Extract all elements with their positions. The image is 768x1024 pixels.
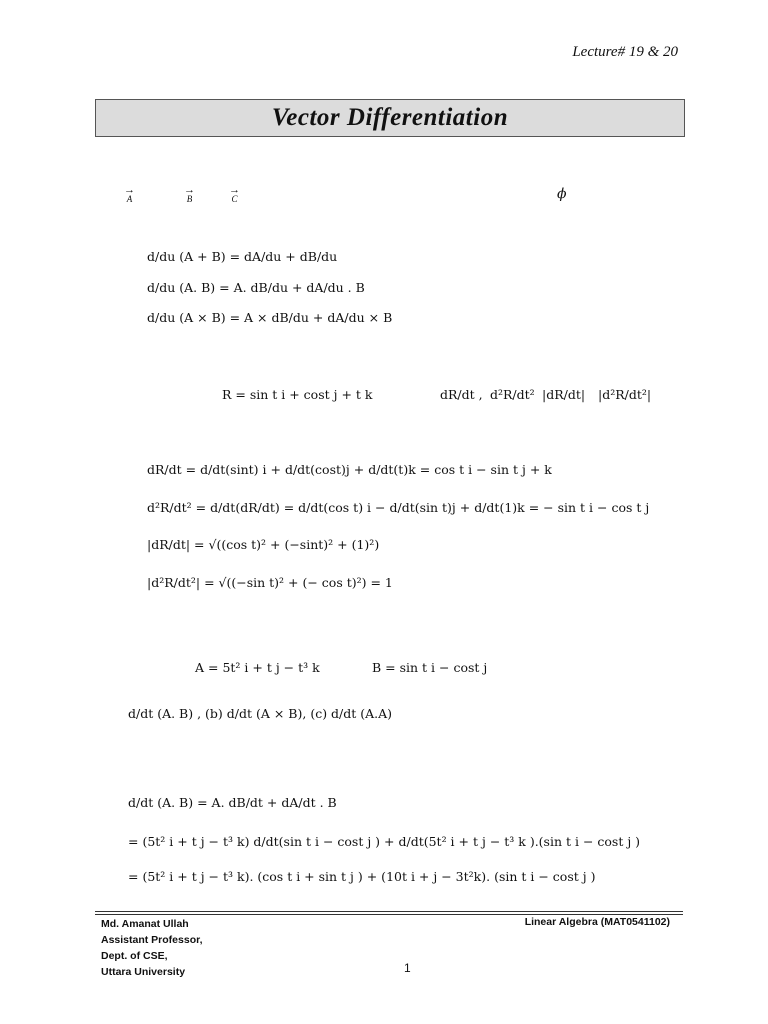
example2-given-b: B = sin t i − cost j	[372, 660, 488, 675]
rule-dot: d/du (A. B) = A. dB/du + dA/du . B	[147, 280, 365, 295]
example1-step-4: |d²R/dt²| = √((−sin t)² + (− cos t)²) = 1	[147, 575, 393, 590]
course-label: Linear Algebra (MAT0541102)	[524, 916, 670, 928]
title-box	[95, 99, 685, 137]
example2-step-2: = (5t² i + t j − t³ k) d/dt(sin t i − cost j ) + d/dt(5t² i + t j − t³ k ).(sin t i − cost j )	[128, 834, 641, 849]
footer-divider-top	[95, 911, 683, 912]
example1-given: R = sin t i + cost j + t k	[222, 387, 373, 402]
page-number: 1	[404, 961, 411, 975]
vector-a-symbol: → A	[124, 184, 135, 204]
lecture-label: Lecture# 19 & 20	[572, 44, 678, 60]
phi-symbol: ϕ	[557, 186, 567, 202]
rule-cross: d/du (A × B) = A × dB/du + dA/du × B	[147, 310, 393, 325]
author-position: Assistant Professor,	[101, 934, 203, 946]
author-university: Uttara University	[101, 966, 186, 978]
example1-step-2: d²R/dt² = d/dt(dR/dt) = d/dt(cos t) i − d/dt(sin t)j + d/dt(1)k = − sin t i − cos t j	[147, 500, 650, 515]
example1-ask-first: dR/dt ,	[440, 387, 483, 402]
example1-ask-second: d²R/dt²	[490, 387, 535, 402]
vector-b-symbol: → B	[184, 184, 195, 204]
example1-ask-mag-second: |d²R/dt²|	[598, 387, 652, 402]
footer-divider-bottom	[95, 914, 683, 915]
example1-ask-mag-first: |dR/dt|	[542, 387, 586, 402]
page-title: Vector Differentiation	[271, 104, 509, 131]
example2-step-3: = (5t² i + t j − t³ k). (cos t i + sin t j ) + (10t i + j − 3t²k). (sin t i − cost j )	[128, 869, 596, 884]
example2-given-a: A = 5t² i + t j − t³ k	[195, 660, 320, 675]
author-name: Md. Amanat Ullah	[101, 918, 189, 930]
author-dept: Dept. of CSE,	[101, 950, 168, 962]
footer-author-block	[101, 916, 203, 980]
vector-c-symbol: → C	[229, 184, 240, 204]
example2-asked: d/dt (A. B) , (b) d/dt (A × B), (c) d/dt (A.A)	[128, 706, 393, 721]
rule-sum: d/du (A + B) = dA/du + dB/du	[147, 249, 338, 264]
example2-step-1: d/dt (A. B) = A. dB/dt + dA/dt . B	[128, 795, 337, 810]
example1-step-1: dR/dt = d/dt(sint) i + d/dt(cost)j + d/dt(t)k = cos t i − sin t j + k	[147, 462, 552, 477]
example1-step-3: |dR/dt| = √((cos t)² + (−sint)² + (1)²)	[147, 537, 380, 552]
